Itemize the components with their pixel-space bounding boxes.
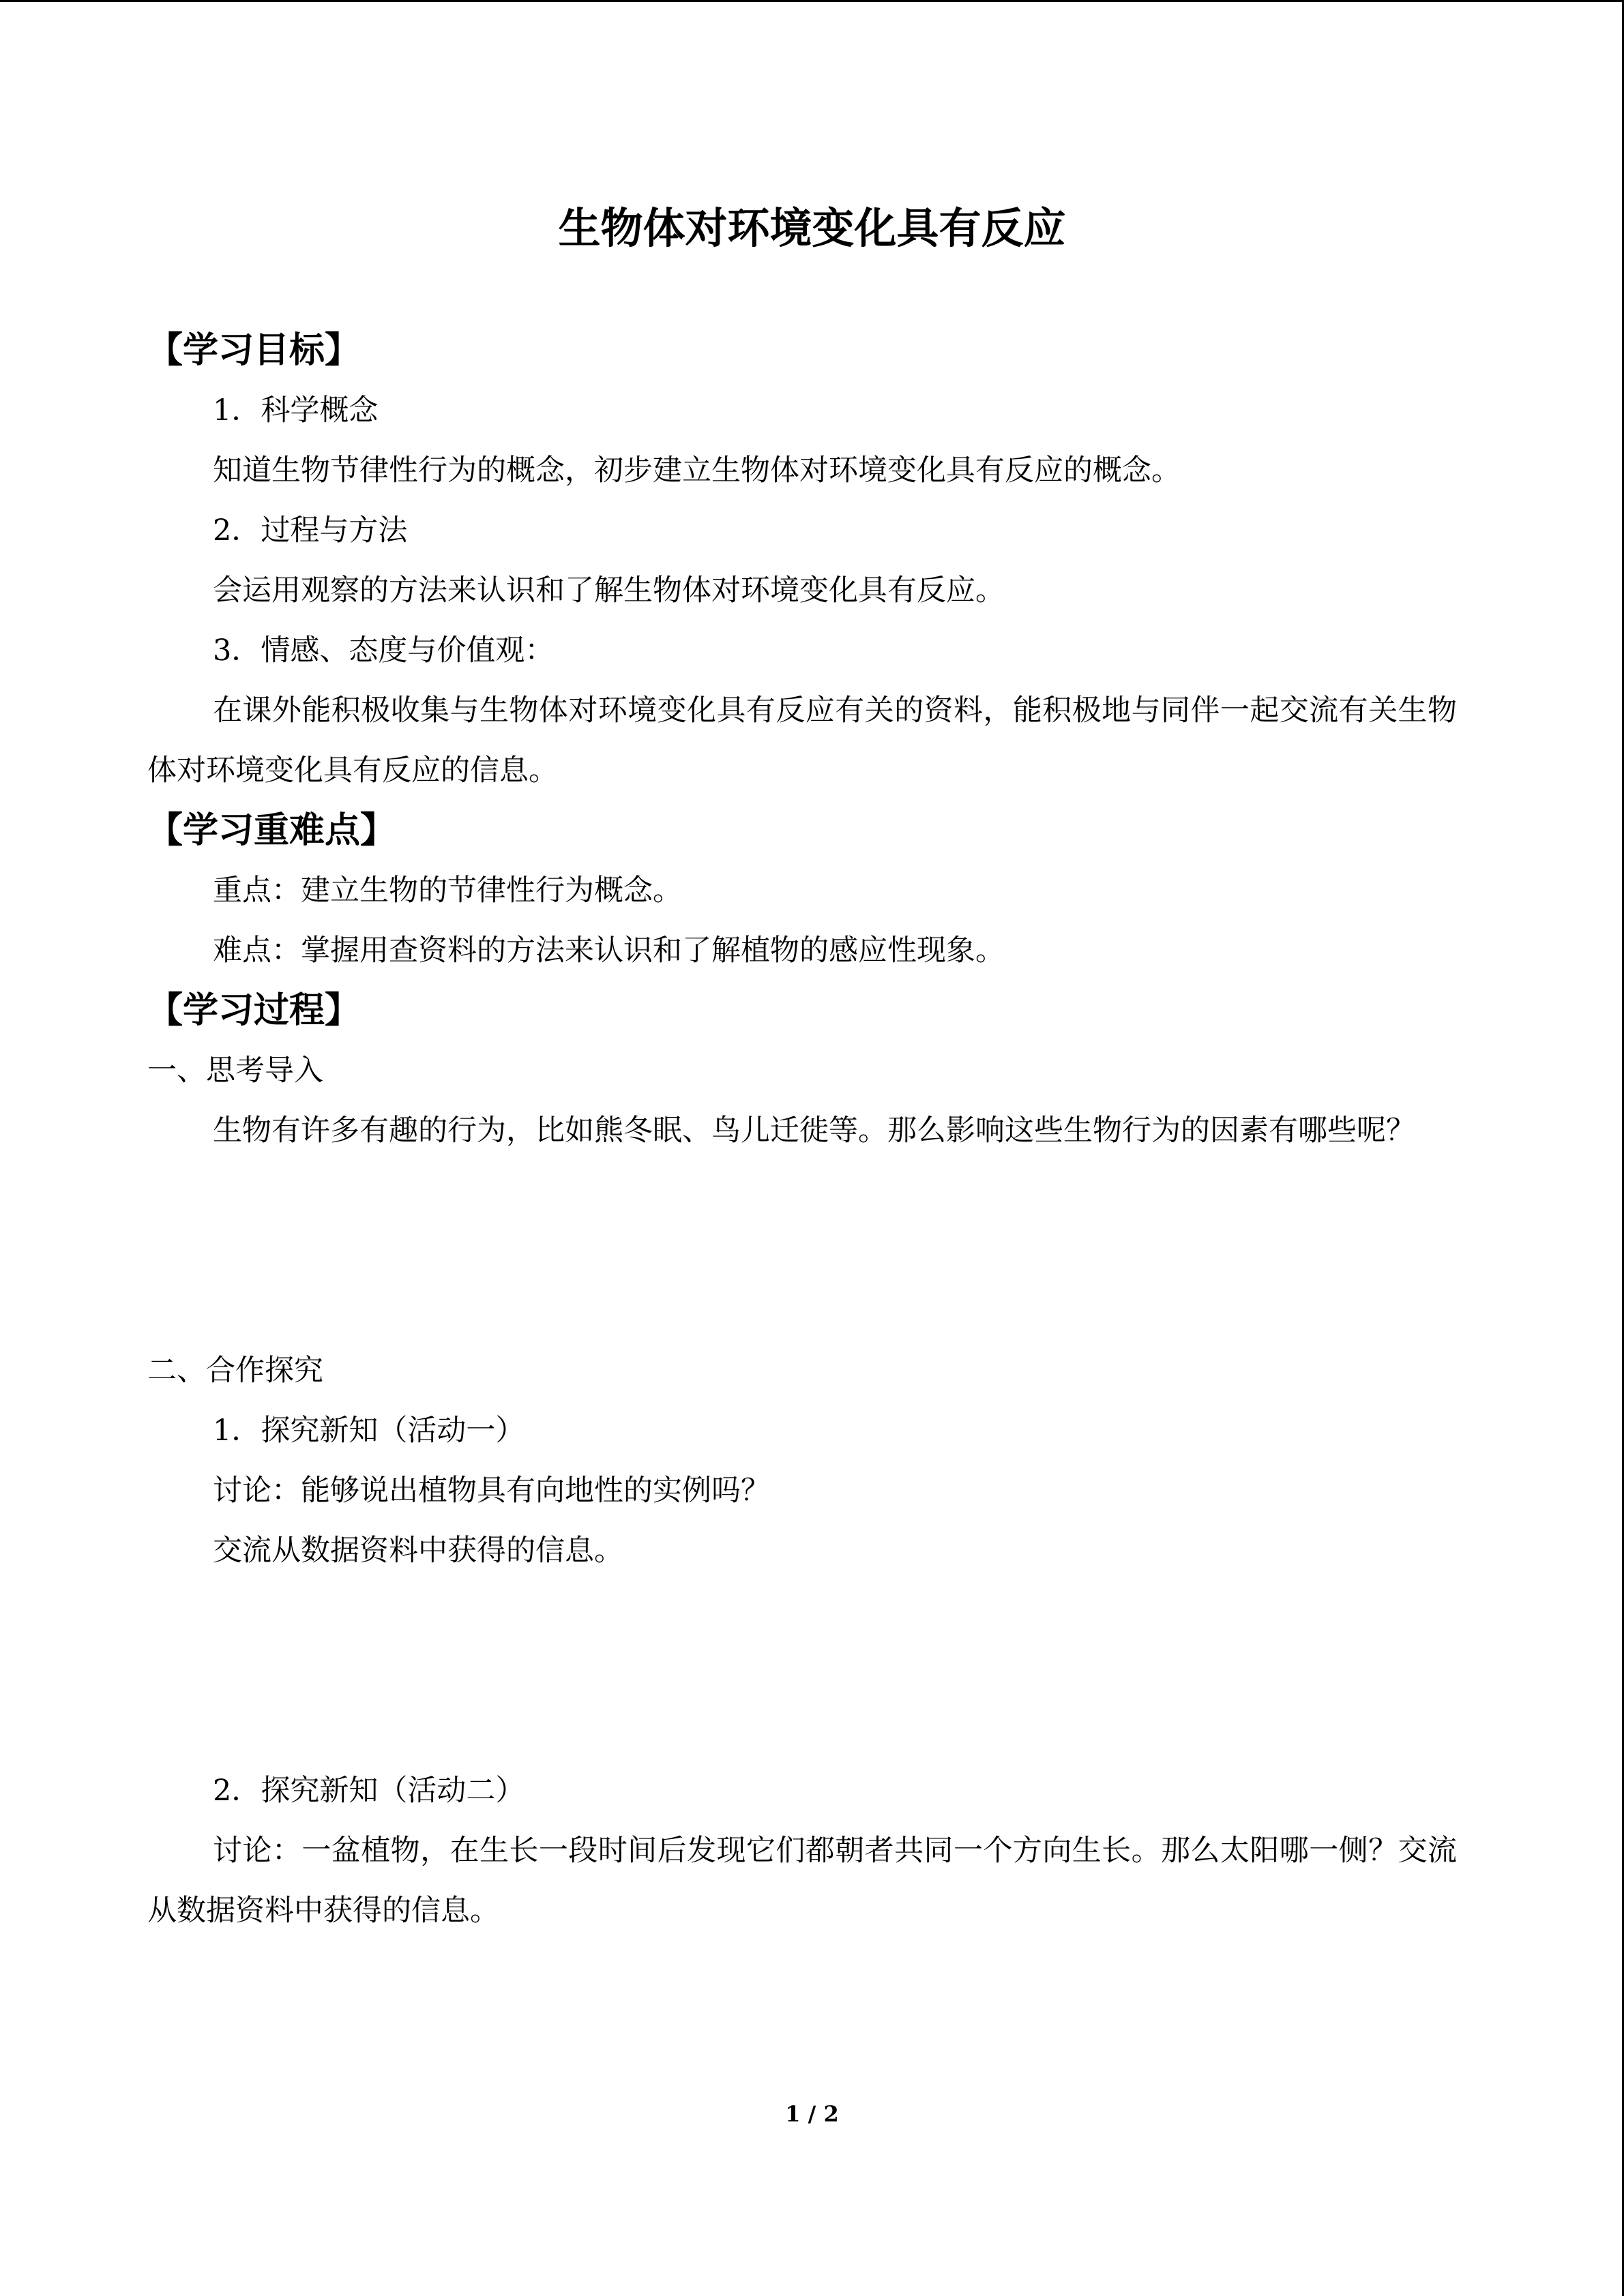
page-border-top xyxy=(0,0,1624,2)
activity-2-title: 2．探究新知（活动二） xyxy=(213,1774,525,1808)
objective-2-text: 会运用观察的方法来认识和了解生物体对环境变化具有反应。 xyxy=(213,573,1005,608)
objective-2-title: 2．过程与方法 xyxy=(213,513,408,548)
document-title: 生物体对环境变化具有反应 xyxy=(558,203,1066,253)
answer-space-1 xyxy=(147,1161,1457,1341)
activity-1-exchange: 交流从数据资料中获得的信息。 xyxy=(213,1534,623,1568)
part-1-text: 生物有许多有趣的行为，比如熊冬眠、鸟儿迁徙等。那么影响这些生物行为的因素有哪些呢？ xyxy=(213,1114,1415,1148)
key-point: 重点：建立生物的节律性行为概念。 xyxy=(213,874,682,908)
process-heading: 【学习过程】 xyxy=(147,990,361,1031)
key-points-heading: 【学习重难点】 xyxy=(147,810,396,851)
objective-1-title: 1．科学概念 xyxy=(213,393,379,428)
difficult-point: 难点：掌握用查资料的方法来认识和了解植物的感应性现象。 xyxy=(213,934,1005,968)
objective-3-title: 3．情感、态度与价值观： xyxy=(213,633,555,668)
answer-space-2 xyxy=(147,1581,1457,1761)
objectives-heading: 【学习目标】 xyxy=(147,330,361,371)
activity-2-text: 讨论：一盆植物，在生长一段时间后发现它们都朝者共同一个方向生长。那么太阳哪一侧？交流从数据资料中获得的信息。 xyxy=(147,1834,1457,1928)
page-number: 1 / 2 xyxy=(785,2101,839,2127)
activity-1-title: 1．探究新知（活动一） xyxy=(213,1414,525,1448)
part-2-title: 二、合作探究 xyxy=(147,1354,323,1388)
document-body xyxy=(147,320,1457,1941)
activity-1-discussion: 讨论：能够说出植物具有向地性的实例吗？ xyxy=(213,1474,770,1508)
objective-3-text: 在课外能积极收集与生物体对环境变化具有反应有关的资料，能积极地与同伴一起交流有关生物体对环境变化具有反应的信息。 xyxy=(147,694,1457,788)
objective-1-text: 知道生物节律性行为的概念，初步建立生物体对环境变化具有反应的概念。 xyxy=(213,453,1181,488)
part-1-title: 一、思考导入 xyxy=(147,1054,323,1088)
